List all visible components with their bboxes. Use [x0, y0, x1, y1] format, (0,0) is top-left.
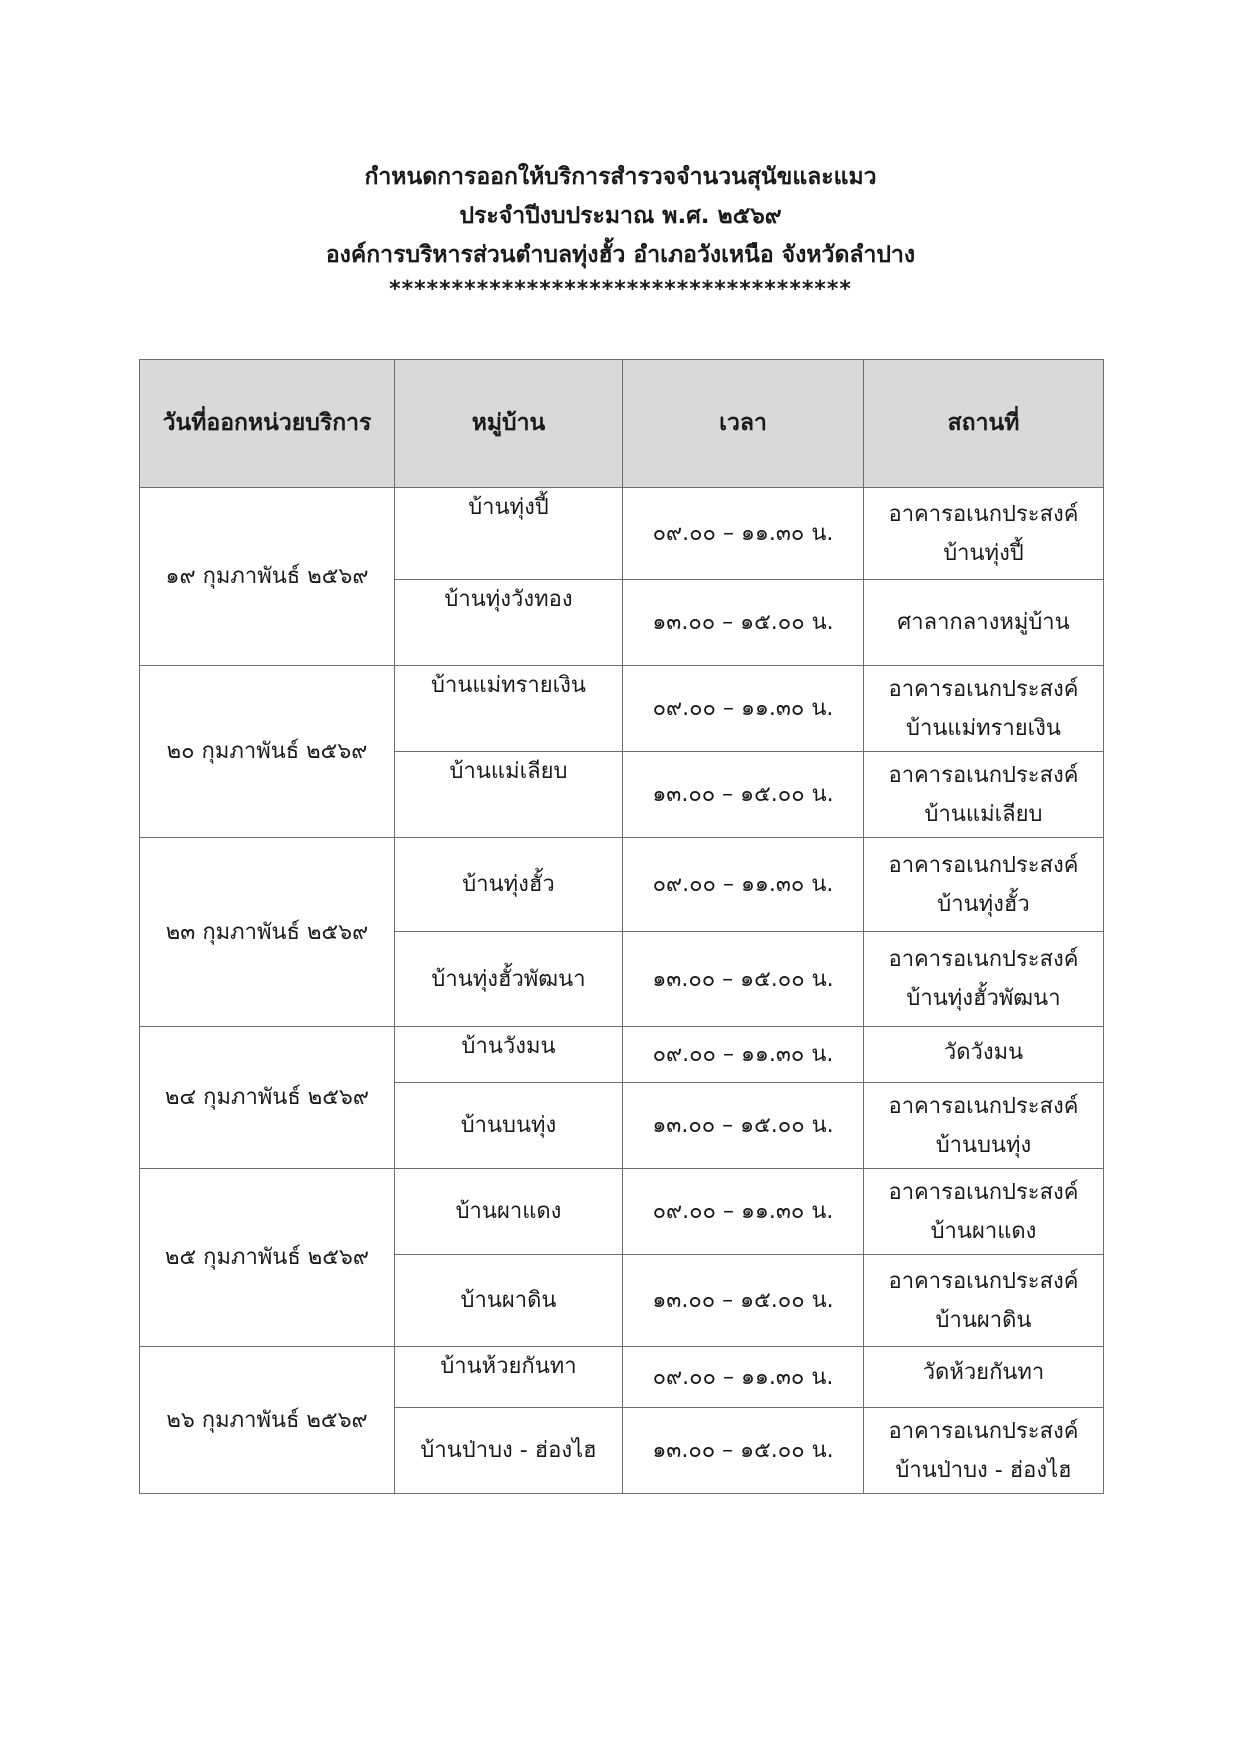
village-cell: บ้านผาดิน: [395, 1255, 623, 1347]
place-line-1: อาคารอเนกประสงค์: [888, 947, 1079, 972]
place-line-1: วัดห้วยกันทา: [922, 1360, 1045, 1385]
village-cell: บ้านทุ่งฮั้ว: [395, 838, 623, 932]
place-line-2: บ้านผาดิน: [935, 1307, 1032, 1333]
place-line-2: บ้านบนทุ่ง: [935, 1132, 1032, 1158]
table-row: [140, 1347, 1104, 1408]
place-cell: [864, 838, 1104, 932]
village-cell: บ้านทุ่งฮั้วพัฒนา: [395, 932, 623, 1027]
place-line-1: อาคารอเนกประสงค์: [888, 1179, 1079, 1205]
title-line-2: ประจำปีงบประมาณ พ.ศ. ๒๕๖๙: [459, 203, 782, 229]
place-cell: [864, 1027, 1104, 1083]
time-cell: ๐๙.๐๐ – ๑๑.๓๐ น.: [623, 1027, 864, 1083]
table-row: [140, 488, 1104, 580]
place-cell: [864, 666, 1104, 752]
time-cell: ๐๙.๐๐ – ๑๑.๓๐ น.: [623, 666, 864, 752]
place-line-1: อาคารอเนกประสงค์: [888, 1268, 1079, 1294]
date-cell: ๑๙ กุมภาพันธ์ ๒๕๖๙: [140, 488, 395, 666]
time-cell: ๑๓.๐๐ – ๑๕.๐๐ น.: [623, 1408, 864, 1494]
village-cell: บ้านบนทุ่ง: [395, 1083, 623, 1169]
place-line-1: อาคารอเนกประสงค์: [888, 1418, 1079, 1444]
table-header-row: [140, 360, 1104, 488]
place-line-2: บ้านทุ่งปี้: [943, 540, 1024, 566]
table-row: [140, 838, 1104, 932]
date-cell: ๒๔ กุมภาพันธ์ ๒๕๖๙: [140, 1027, 395, 1169]
place-line-1: อาคารอเนกประสงค์: [888, 852, 1079, 878]
date-cell: ๒๓ กุมภาพันธ์ ๒๕๖๙: [140, 838, 395, 1027]
place-line-1: ศาลากลางหมู่บ้าน: [897, 610, 1070, 635]
village-cell: บ้านผาแดง: [395, 1169, 623, 1255]
place-cell: [864, 1169, 1104, 1255]
column-header-date: วันที่ออกหน่วยบริการ: [140, 360, 395, 488]
time-cell: ๑๓.๐๐ – ๑๕.๐๐ น.: [623, 1083, 864, 1169]
date-cell: ๒๕ กุมภาพันธ์ ๒๕๖๙: [140, 1169, 395, 1347]
table-row: [140, 1169, 1104, 1255]
village-cell: บ้านป่าบง - ฮ่องไฮ: [395, 1408, 623, 1494]
place-line-2: บ้านทุ่งฮั้ว: [937, 891, 1030, 917]
place-line-2: บ้านแม่ทรายเงิน: [906, 715, 1061, 741]
asterisk-divider: *************************************: [389, 277, 852, 302]
column-header-place: สถานที่: [864, 360, 1104, 488]
place-cell: [864, 1083, 1104, 1169]
time-cell: ๐๙.๐๐ – ๑๑.๓๐ น.: [623, 1169, 864, 1255]
place-line-1: อาคารอเนกประสงค์: [888, 676, 1079, 702]
time-cell: ๐๙.๐๐ – ๑๑.๓๐ น.: [623, 1347, 864, 1408]
village-cell: บ้านห้วยกันทา: [395, 1347, 623, 1408]
village-cell: บ้านแม่ทรายเงิน: [395, 666, 623, 752]
place-cell: [864, 580, 1104, 666]
village-cell: บ้านทุ่งปี้: [395, 488, 623, 580]
place-line-2: บ้านแม่เลียบ: [924, 801, 1043, 827]
document-header: [0, 158, 1241, 305]
time-cell: ๑๓.๐๐ – ๑๕.๐๐ น.: [623, 580, 864, 666]
title-line-3: องค์การบริหารส่วนตำบลทุ่งฮั้ว อำเภอวังเหนือ จังหวัดลำปาง: [325, 242, 916, 268]
title-line-1: กำหนดการออกให้บริการสำรวจจำนวนสุนัขและแมว: [364, 164, 877, 190]
time-cell: ๑๓.๐๐ – ๑๕.๐๐ น.: [623, 752, 864, 838]
time-cell: ๑๓.๐๐ – ๑๕.๐๐ น.: [623, 1255, 864, 1347]
village-cell: บ้านวังมน: [395, 1027, 623, 1083]
date-cell: ๒๖ กุมภาพันธ์ ๒๕๖๙: [140, 1347, 395, 1494]
place-line-1: อาคารอเนกประสงค์: [888, 762, 1079, 788]
schedule-table: [139, 359, 1104, 1494]
place-cell: [864, 1408, 1104, 1494]
place-line-2: บ้านป่าบง - ฮ่องไฮ: [895, 1457, 1072, 1483]
place-cell: [864, 488, 1104, 580]
place-line-1: วัดวังมน: [943, 1040, 1024, 1065]
date-cell: ๒๐ กุมภาพันธ์ ๒๕๖๙: [140, 666, 395, 838]
table-row: [140, 1027, 1104, 1083]
column-header-time: เวลา: [623, 360, 864, 488]
place-line-1: อาคารอเนกประสงค์: [888, 501, 1079, 527]
place-line-1: อาคารอเนกประสงค์: [888, 1093, 1079, 1119]
table-row: [140, 666, 1104, 752]
village-cell: บ้านทุ่งวังทอง: [395, 580, 623, 666]
place-line-2: บ้านผาแดง: [930, 1218, 1037, 1244]
place-cell: [864, 1347, 1104, 1408]
village-cell: บ้านแม่เลียบ: [395, 752, 623, 838]
place-cell: [864, 752, 1104, 838]
place-cell: [864, 1255, 1104, 1347]
place-line-2: บ้านทุ่งฮั้วพัฒนา: [906, 986, 1061, 1011]
column-header-village: หมู่บ้าน: [395, 360, 623, 488]
time-cell: ๐๙.๐๐ – ๑๑.๓๐ น.: [623, 838, 864, 932]
time-cell: ๐๙.๐๐ – ๑๑.๓๐ น.: [623, 488, 864, 580]
place-cell: [864, 932, 1104, 1027]
time-cell: ๑๓.๐๐ – ๑๕.๐๐ น.: [623, 932, 864, 1027]
